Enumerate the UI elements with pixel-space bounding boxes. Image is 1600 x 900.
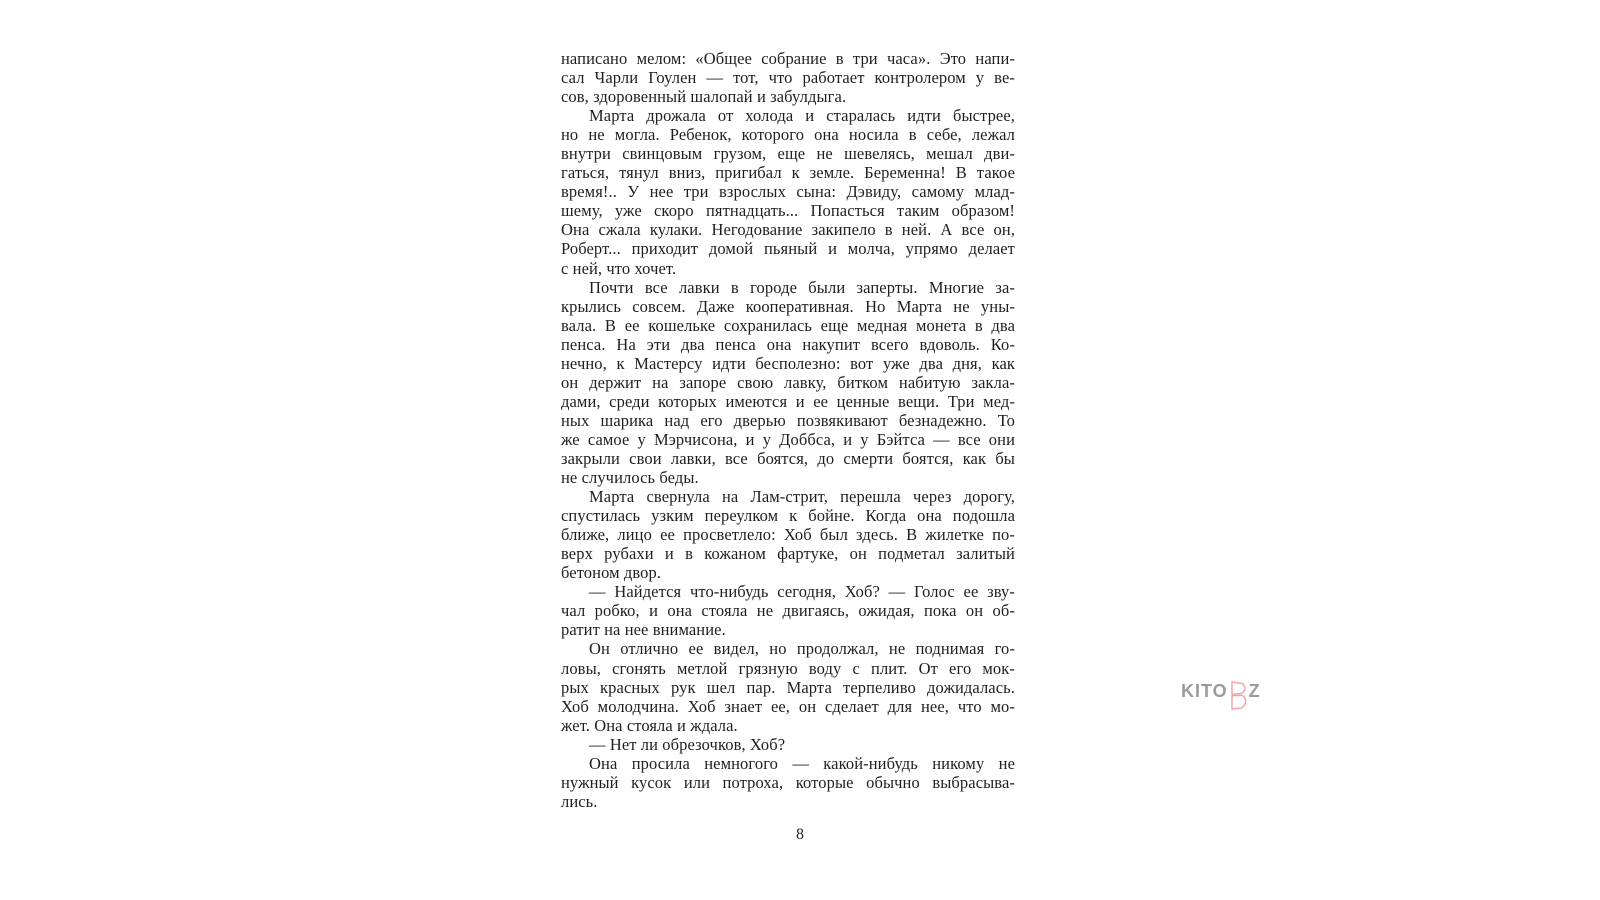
text-line: написано мелом: «Общее собрание в три часа». Это напи- <box>561 49 1015 68</box>
text-line: ратит на нее внимание. <box>561 620 726 640</box>
text-line: Марта дрожала от холода и старалась идти быстрее, <box>589 106 1015 126</box>
page-number: 8 <box>796 826 804 843</box>
text-line: Хоб молодчина. Хоб знает ее, он сделает для нее, что мо- <box>561 696 1015 716</box>
text-line: крылись совсем. Даже кооперативная. Но Марта не уны- <box>561 296 1015 316</box>
text-line: ловы, сгонять метлой грязную воду с плит. От его мок- <box>561 658 1015 678</box>
text-line: закрыли свои лавки, все боятся, до смерти боятся, как бы <box>561 448 1015 468</box>
watermark-text-right: Z <box>1248 681 1261 701</box>
text-line: рых красных рук шел пар. Марта терпеливо дожидалась. <box>561 677 1015 697</box>
text-line: дами, среди которых имеются и ее ценные вещи. Три мед- <box>561 391 1015 411</box>
text-line: — Найдется что-нибудь сегодня, Хоб? — Голос ее зву- <box>589 582 1015 602</box>
text-line: ных шарика над его дверью позвякивают безнадежно. То <box>561 410 1015 430</box>
text-line: Марта свернула на Лам-стрит, перешла через дорогу, <box>589 487 1015 507</box>
text-line: бетоном двор. <box>561 563 662 583</box>
text-line: но не могла. Ребенок, которого она носила в себе, лежал <box>561 125 1015 145</box>
text-line: ближе, лицо ее просветлело: Хоб был здесь. В жилетке по- <box>561 525 1015 545</box>
text-line: лись. <box>561 791 598 811</box>
text-line: Почти все лавки в городе были заперты. Многие за- <box>589 277 1015 297</box>
text-line: чал робко, и она стояла не двигаясь, ожидая, пока он об- <box>561 601 1015 621</box>
text-line: сов, здоровенный шалопай и забулдыга. <box>561 87 847 107</box>
text-line: же самое у Мэрчисона, и у Доббса, и у Бэйтса — все они <box>561 429 1015 449</box>
text-line: жет. Она стояла и ждала. <box>561 715 738 735</box>
text-line: гаться, тянул вниз, пригибал к земле. Беременна! В такое <box>561 163 1015 183</box>
text-line: шему, уже скоро пятнадцать... Попасться таким образом! <box>561 201 1015 221</box>
watermark-logo <box>1181 680 1261 711</box>
text-line: нечно, к Мастерсу идти бесполезно: вот уже два дня, как <box>561 353 1015 373</box>
text-line: Она просила немногого — какой-нибудь никому не <box>589 753 1015 773</box>
text-line: Она сжала кулаки. Негодование закипело в ней. А все он, <box>561 220 1015 240</box>
open-book-icon <box>1229 680 1248 711</box>
text-line: сал Чарли Гоулен — тот, что работает контролером у ве- <box>561 68 1015 88</box>
page-text-column <box>561 49 1015 811</box>
text-line: внутри свинцовым грузом, еще не шевелясь, мешал дви- <box>561 144 1015 164</box>
text-line: Он отлично ее видел, но продолжал, не поднимая го- <box>589 639 1015 659</box>
text-line: спустилась узким переулком к бойне. Когда она подошла <box>561 506 1015 526</box>
text-line: нужный кусок или потроха, которые обычно выбрасыва- <box>561 772 1015 792</box>
text-line: он держит на запоре свою лавку, битком набитую закла- <box>561 372 1015 392</box>
watermark-text-left: KITO <box>1181 681 1228 701</box>
text-line: верх рубахи и в кожаном фартуке, он подметал залитый <box>561 544 1015 564</box>
text-line: пенса. На эти два пенса она накупит всего вдоволь. Ко- <box>561 334 1015 354</box>
text-line: не случилось беды. <box>561 468 699 488</box>
text-line: вала. В ее кошельке сохранилась еще медная монета в два <box>561 315 1015 335</box>
text-line: — Нет ли обрезочков, Хоб? <box>589 734 786 754</box>
text-line: Роберт... приходит домой пьяный и молча, упрямо делает <box>561 239 1015 259</box>
text-line: с ней, что хочет. <box>561 258 677 278</box>
text-line: время!.. У нее три взрослых сына: Дэвиду, самому млад- <box>561 182 1015 202</box>
